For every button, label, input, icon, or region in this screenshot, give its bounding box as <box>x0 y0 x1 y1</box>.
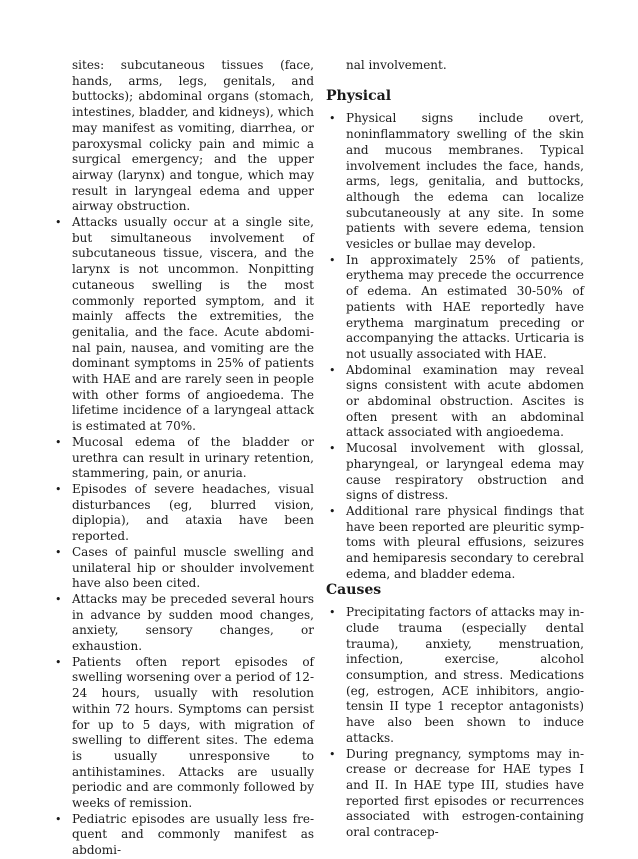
bullet-icon: • <box>329 253 336 267</box>
list-item <box>326 441 584 504</box>
list-item <box>326 747 584 841</box>
list-item <box>326 363 584 442</box>
list-item-text: Physical signs include overt, noninflammatory swelling of the skin and mucous membranes. Typical involvement includes the face, hands, arms, legs, genitalia, and buttocks, although the edema can localize subcutaneously at any site. In some patients with severe edema, tension vesicles or bullae may develop. <box>346 111 584 252</box>
list-item <box>52 215 314 435</box>
bullet-icon: • <box>329 112 336 126</box>
bullet-icon: • <box>55 482 62 496</box>
section-heading-causes: Causes <box>326 581 382 598</box>
list-item-text: Cases of painful muscle swelling and unilateral hip or shoulder involvement have also been cited. <box>72 544 314 591</box>
left-bullet-list <box>52 215 314 859</box>
list-item-text: In approximately 25% of patients, erythema may precede the occurrence of edema. An estimated 30-50% of patients with HAE reportedly have erythema marginatum preceding or accompanying the attacks. Urticaria is not usually associated with HAE. <box>346 252 584 361</box>
list-item-text: Mucosal involvement with glossal, pharyngeal, or laryngeal edema may cause respiratory obstruction and signs of distress. <box>346 441 584 503</box>
list-item <box>52 545 314 592</box>
bullet-icon: • <box>329 363 336 377</box>
bullet-icon: • <box>55 812 62 826</box>
left-continuation-paragraph: sites: subcutaneous tissues (face, hands, arms, legs, genitals, and buttocks); abdominal organs (stomach, intestines, bladder, and kidneys), which may manifest as vomiting, diarrhea, or paroxysmal colicky pain and mimic a surgical emergency; and the upper airway (larynx) and tongue, which may result in laryngeal edema and upper airway obstruction. <box>72 58 314 214</box>
list-item <box>326 605 584 746</box>
list-item <box>326 253 584 363</box>
list-item <box>52 812 314 859</box>
list-item <box>52 592 314 655</box>
list-item-text: Mucosal edema of the bladder or urethra can result in urinary retention, stammering, pain, or anuria. <box>72 434 314 481</box>
bullet-icon: • <box>55 435 62 449</box>
bullet-icon: • <box>329 442 336 456</box>
right-continuation-paragraph: nal involvement. <box>346 58 447 72</box>
bullet-icon: • <box>55 655 62 669</box>
bullet-icon: • <box>329 504 336 518</box>
list-item-text: Patients often report episodes of swelling worsening over a period of 12-24 hours, usually with resolution within 72 hours. Symptoms can persist for up to 5 days, with migration of swelling to different sites. The edema is usually unresponsive to antihistamines. Attacks are usually periodic and are commonly followed by weeks of remission. <box>72 654 314 811</box>
bullet-icon: • <box>55 545 62 559</box>
causes-bullet-list <box>326 605 584 841</box>
bullet-icon: • <box>55 592 62 606</box>
list-item-text: Episodes of severe headaches, visual disturbances (eg, blurred vision, diplopia), and ataxia have been reported. <box>72 481 314 544</box>
bullet-icon: • <box>55 216 62 230</box>
list-item-text: Abdominal examination may reveal signs consistent with acute abdomen or abdominal obstruction. Ascites is often present with an abdominal attack associated with angioedema. <box>346 362 584 440</box>
bullet-icon: • <box>329 747 336 761</box>
list-item <box>326 111 584 252</box>
list-item-text: Precipitating factors of attacks may include trauma (especially dental trauma), anxiety, menstruation, infection, exercise, alcohol consumption, and stress. Medications (eg, estrogen, ACE inhibitors, angiotensin II type 1 receptor antagonists) have also been shown to induce attacks. <box>346 605 584 745</box>
section-heading-physical: Physical <box>326 87 392 104</box>
list-item <box>52 482 314 545</box>
left-column <box>52 58 314 859</box>
right-column <box>326 58 584 841</box>
list-item-text: Attacks may be preceded several hours in advance by sudden mood changes, anxiety, sensory changes, or exhaustion. <box>72 591 314 654</box>
physical-bullet-list <box>326 111 584 582</box>
list-item-text: Pediatric episodes are usually less frequent and commonly manifest as abdomi- <box>72 811 314 858</box>
list-item-text: During pregnancy, symptoms may increase or decrease for HAE types I and II. In HAE type III, studies have reported first episodes or recurrences associated with estrogen-containing oral contracep- <box>346 746 584 840</box>
list-item-text: Additional rare physical findings that have been reported are pleuritic symptoms with pleural effusions, seizures and hemiparesis secondary to cerebral edema, and bladder edema. <box>346 503 584 581</box>
list-item <box>52 435 314 482</box>
list-item-text: Attacks usually occur at a single site, but simultaneous involvement of subcutaneous tissue, viscera, and the larynx is not uncommon. Nonpitting cutaneous swelling is the most commonly reported symptom, and it mainly affects the extremities, the genitalia, and the face. Acute abdominal pain, nausea, and vomiting are the dominant symptoms in 25% of patients with HAE and are rarely seen in people with other forms of angioedema. The lifetime incidence of a laryngeal attack is estimated at 70%. <box>72 215 314 434</box>
bullet-icon: • <box>329 606 336 620</box>
list-item <box>326 504 584 583</box>
list-item <box>52 655 314 812</box>
